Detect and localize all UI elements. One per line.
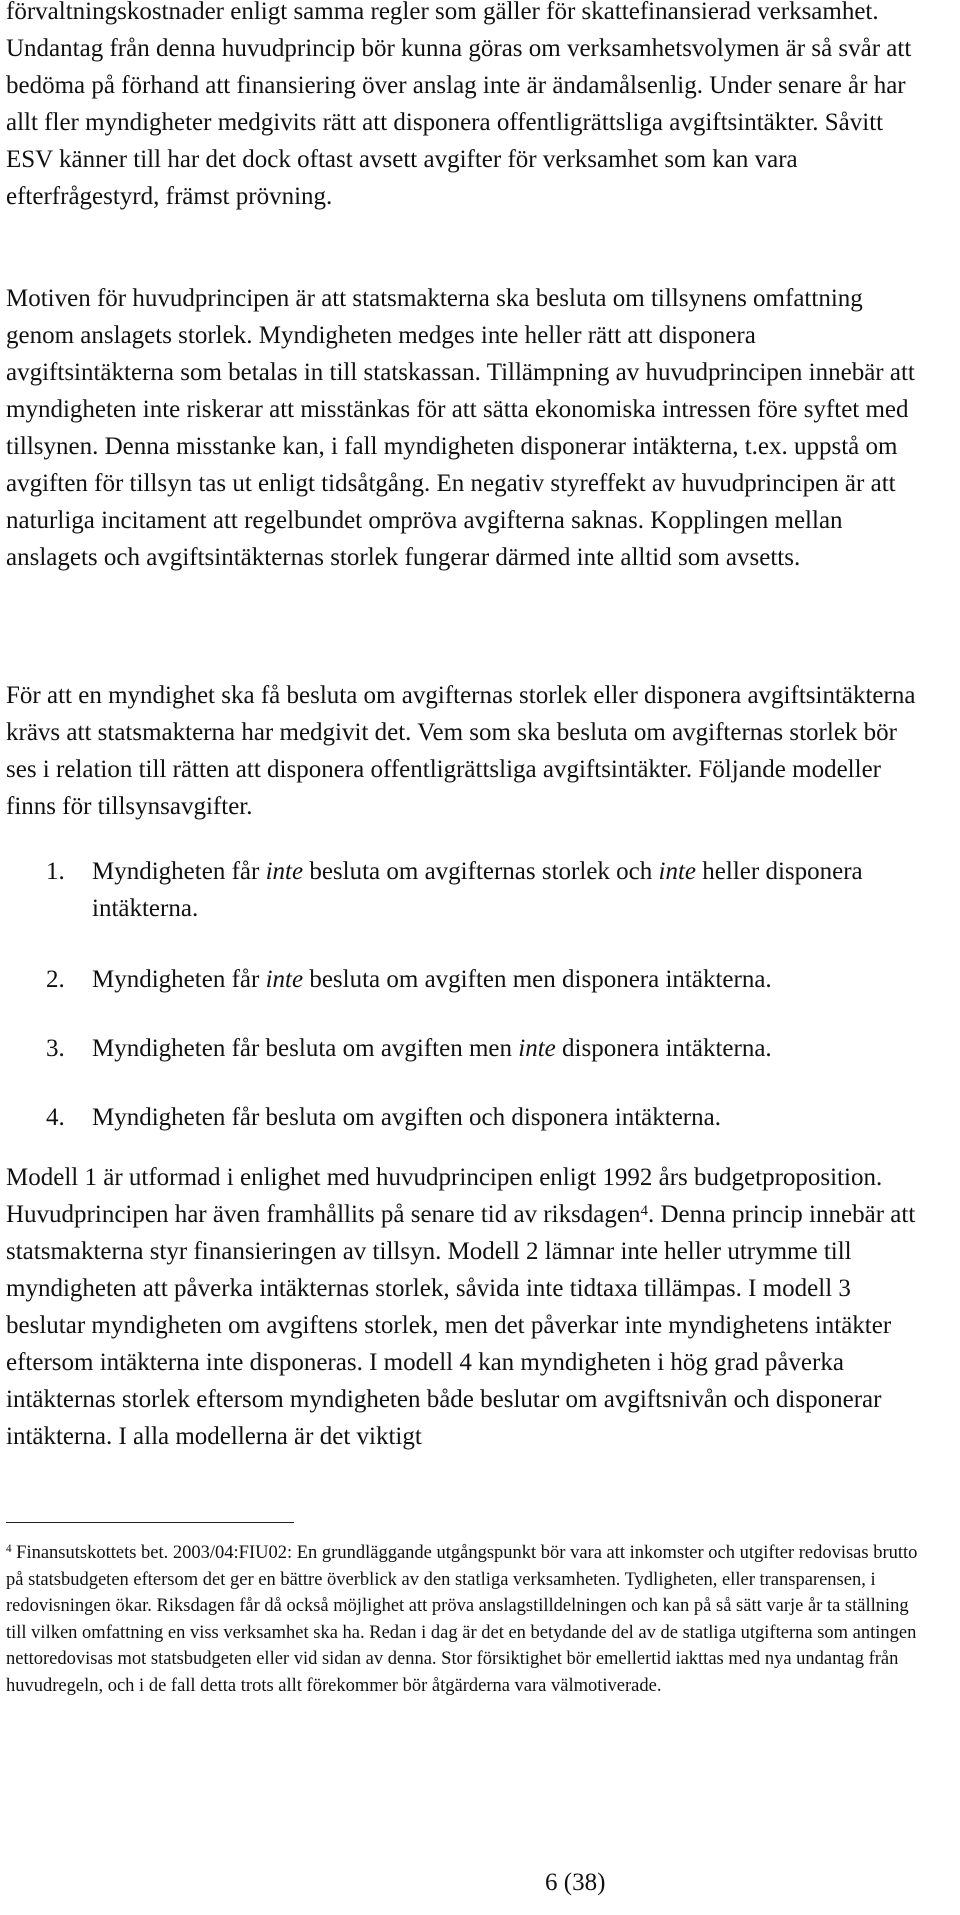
list-text: Myndigheten får besluta om avgiften och disponera intäkterna. [92, 1104, 721, 1131]
list-text: heller disponera intäkterna. [92, 858, 863, 922]
list-text: besluta om avgifternas storlek och [303, 858, 659, 885]
footnote-marker: 4 [6, 1543, 12, 1556]
paragraph-4 [6, 1159, 928, 1455]
list-emphasis: inte [658, 858, 697, 885]
model-list-item-1 [40, 853, 930, 927]
list-text: Myndigheten får [92, 966, 266, 993]
paragraph-4-text: Modell 1 är utformad i enlighet med huvudprincipen enligt 1992 års budgetproposition. Huvudprincipen har även framhållits på senare tid av riksdagen [6, 1164, 883, 1228]
paragraph-4-text: . Denna princip innebär att statsmakterna styr finansieringen av tillsyn. Modell 2 lämnar inte heller utrymme till myndigheten att påverka intäkternas storlek, såvida inte tidtaxa tillämpas. I modell 3 beslutar myndigheten om avgiftens storlek, men det påverkar inte myndighetens intäkter eftersom intäkterna inte disponeras. I modell 4 kan myndigheten i hög grad påverka intäkternas storlek eftersom myndigheten både beslutar om avgiftsnivån och disponerar intäkterna. I alla modellerna är det viktigt [6, 1201, 916, 1450]
list-text: Myndigheten får [92, 858, 266, 885]
list-text: besluta om avgiften men disponera intäkterna. [303, 966, 772, 993]
footnote-text: Finansutskottets bet. 2003/04:FIU02: En grundläggande utgångspunkt bör vara att inkomster och utgifter redovisas brutto på statsbudgeten eftersom det ger en bättre överblick av den statliga verksamheten. Tydligheten, eller transparensen, i redovisningen ökar. Riksdagen får då också möjlighet att pröva anslagstilldelningen och kan på så sätt varje år ta ställning till vilken omfattning en viss verksamhet ska ha. Redan i dag är det en betydande del av de statliga utgifterna som antingen nettoredovisas mot statsbudgeten eller vid sidan av denna. Stor försiktighet bör emellertid iakttas med nya undantag från huvudregeln, och i de fall detta trots allt förekommer bör åtgärderna vara välmotiverade. [6, 1543, 918, 1696]
list-number: 4. [46, 1104, 65, 1131]
list-text: disponera intäkterna. [555, 1035, 772, 1062]
list-text: Myndigheten får besluta om avgiften men [92, 1035, 519, 1062]
list-number: 3. [46, 1035, 65, 1062]
model-list-item-4 [40, 1099, 930, 1136]
list-emphasis: inte [265, 858, 304, 885]
list-emphasis: inte [265, 966, 304, 993]
footnote-separator [6, 1522, 294, 1523]
footnote [6, 1540, 928, 1699]
model-list-item-3 [40, 1030, 930, 1067]
footnote-reference: 4 [640, 1202, 648, 1219]
list-emphasis: inte [518, 1035, 556, 1062]
list-number: 2. [46, 966, 65, 993]
model-list-item-2 [40, 961, 930, 998]
list-number: 1. [46, 858, 65, 885]
paragraph-2: Motiven för huvudprincipen är att statsmakterna ska besluta om tillsynens omfattning genom anslagets storlek. Myndigheten medges inte heller rätt att disponera avgiftsintäkterna som betalas in till statskassan. Tillämpning av huvudprincipen innebär att myndigheten inte riskerar att misstänkas för att sätta ekonomiska intressen före syftet med tillsynen. Denna misstanke kan, i fall myndigheten disponerar intäkterna, t.ex. uppstå om avgiften för tillsyn tas ut enligt tidsåtgång. En negativ styreffekt av huvudprincipen är att naturliga incitament att regelbundet ompröva avgifterna saknas. Kopplingen mellan anslagets och avgiftsintäkternas storlek fungerar därmed inte alltid som avsetts. [6, 285, 915, 571]
paragraph-1: förvaltningskostnader enligt samma regler som gäller för skattefinansierad verksamhet. Undantag från denna huvudprincip bör kunna göras om verksamhetsvolymen är så svår att bedöma på förhand att finansiering över anslag inte är ändamålsenlig. Under senare år har allt fler myndigheter medgivits rätt att disponera offentligrättsliga avgiftsintäkter. Såvitt ESV känner till har det dock oftast avsett avgifter för verksamhet som kan vara efterfrågestyrd, främst prövning. [6, 0, 912, 210]
paragraph-3: För att en myndighet ska få besluta om avgifternas storlek eller disponera avgiftsintäkterna krävs att statsmakterna har medgivit det. Vem som ska besluta om avgifternas storlek bör ses i relation till rätten att disponera offentligrättsliga avgiftsintäkter. Följande modeller finns för tillsynsavgifter. [6, 682, 916, 820]
page-number: 6 (38) [545, 1869, 606, 1896]
